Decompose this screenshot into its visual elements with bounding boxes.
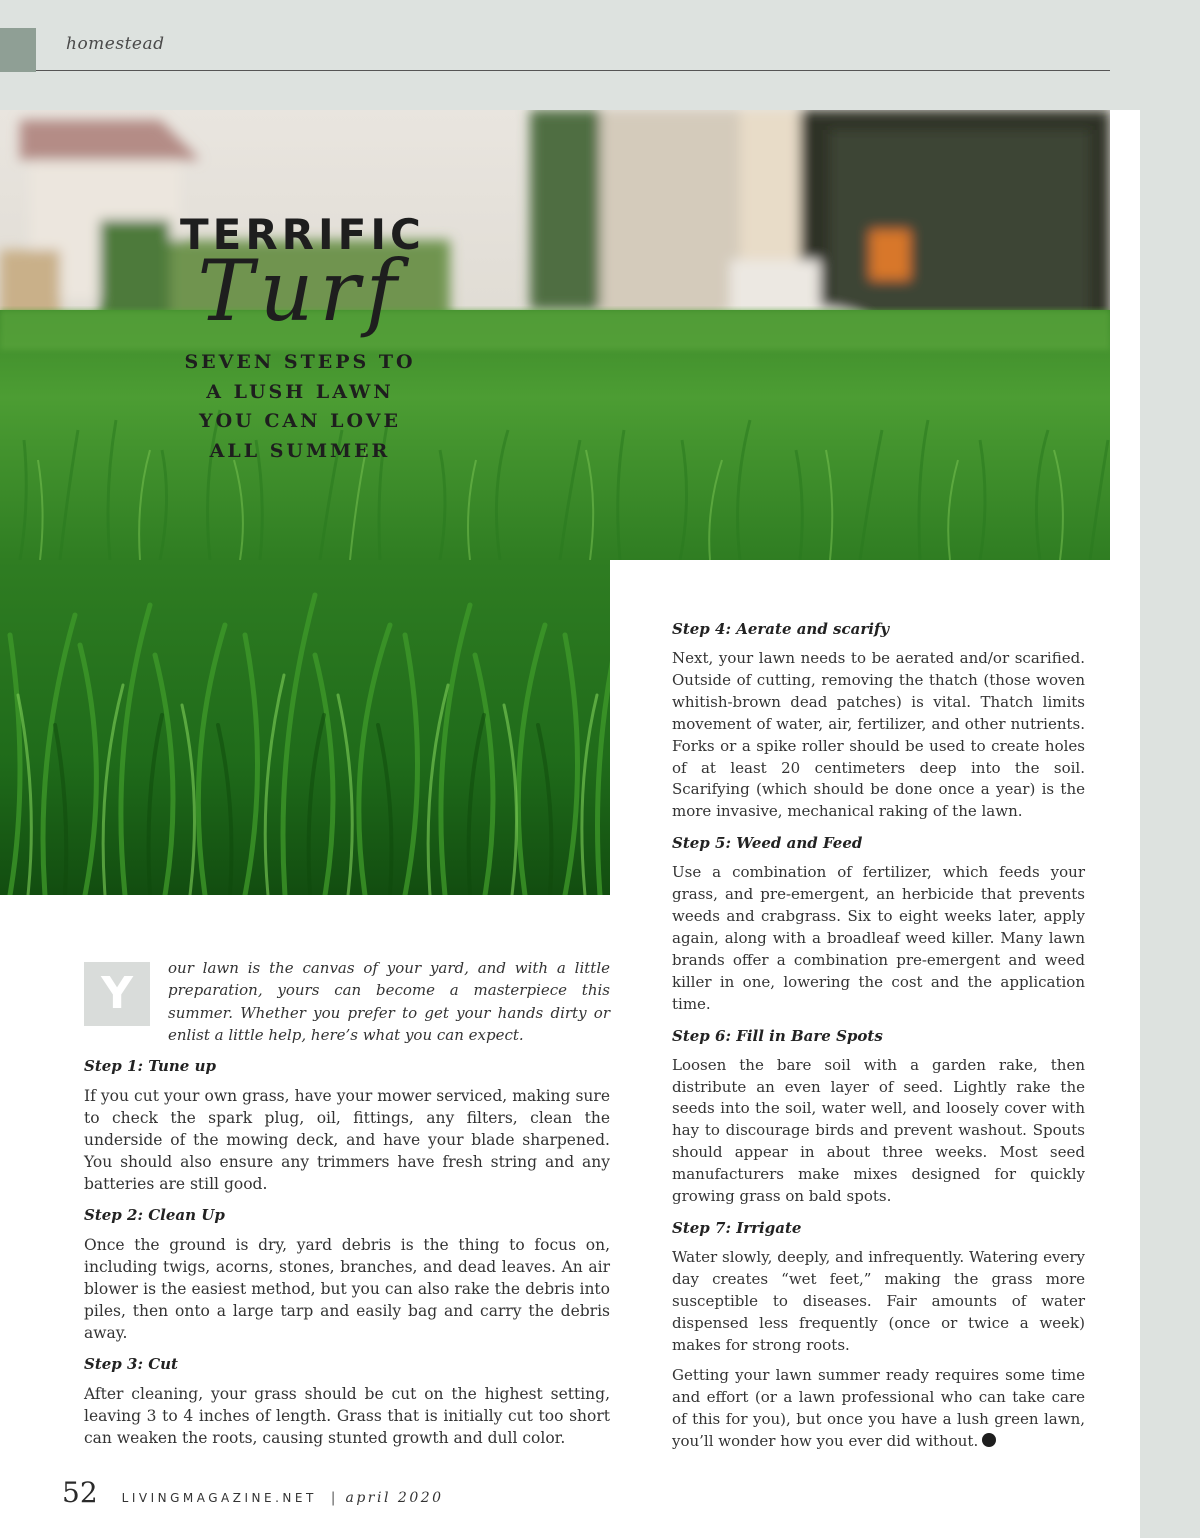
step-title: Step 4: Aerate and scarify [672,620,890,638]
issue-date: april 2020 [345,1490,444,1506]
step-body: Water slowly, deeply, and infrequently. Watering every day creates “wet feet,” making the grass more susceptible to diseases. Fair amounts of water dispensed less frequently (once or twice a week) makes for strong roots. [672,1247,1085,1354]
step-3 [84,1353,610,1449]
headline-top: TERRIFIC [180,210,425,259]
hero-image-lower [0,560,610,895]
drop-cap: Y [84,962,150,1026]
step-body: Use a combination of fertilizer, which feeds your grass, and pre-emergent, an herbicide that prevents weeds and crabgrass. Six to eight weeks later, apply again, along with a broadleaf weed killer. Many lawn brands offer a combination pre-emergent and weed killer in one, lowering the cost and the application time. [672,863,1085,1013]
hero-grass-image [0,110,1110,560]
section-tab [0,28,36,72]
step-body: Next, your lawn needs to be aerated and/or scarified. Outside of cutting, removing the thatch (those woven whitish-brown dead patches) is vital. Thatch limits movement of water, air, fertilizer, and other nutrients. Forks or a spike roller should be used to create holes of at least 20 centimeters deep into the soil. Scarifying (which should be done once a year) is the more invasive, mechanical raking of the lawn. [672,649,1085,821]
step-1 [84,1055,610,1195]
step-2 [84,1204,610,1344]
headline [180,210,425,466]
step-body: Loosen the bare soil with a garden rake, then distribute an even layer of seed. Lightly rake the seeds into the soil, water well, and loosely cover with hay to discourage birds and prevent washout. Spouts should appear in about three weeks. Most seed manufacturers make mixes designed for quickly growing grass on bald spots. [672,1055,1085,1206]
page-footer [62,1476,444,1516]
right-column [672,618,1085,1462]
subheadline-line: ALL SUMMER [209,439,391,462]
site-url: LIVINGMAGAZINE.NET [121,1491,317,1505]
step-title: Step 2: Clean Up [84,1206,225,1224]
page-number: 52 [62,1476,98,1509]
step-title: Step 1: Tune up [84,1057,216,1075]
subheadline [180,348,420,466]
section-label: homestead [66,34,165,54]
header-rule [36,70,1110,71]
step-title: Step 6: Fill in Bare Spots [672,1026,883,1045]
subheadline-line: SEVEN STEPS TO [184,351,416,373]
intro-paragraph: our lawn is the canvas of your yard, and with a little preparation, yours can become a masterpiece this summer. Whether you prefer to get your hands dirty or enlist a little help, here’s what you can expect. [168,959,610,1045]
grass-closeup-image [0,560,610,895]
step-6 [672,1025,1085,1208]
step-body: Once the ground is dry, yard debris is the thing to focus on, including twigs, acorns, stones, branches, and dead leaves. An air blower is the easiest method, but you can also rake the debris into piles, then onto a large tarp and easily bag and carry the debris away. [84,1236,610,1342]
step-7 [672,1217,1085,1357]
step-title: Step 3: Cut [84,1355,178,1373]
left-column [84,1055,610,1458]
subheadline-line: A LUSH LAWN [206,380,394,403]
step-body: After cleaning, your grass should be cut on the highest setting, leaving 3 to 4 inches of length. Grass that is initially cut too short can weaken the roots, causing stunted growth and dull color. [84,1385,610,1447]
hero-image [0,110,1110,560]
closing-paragraph [672,1365,1085,1453]
step-5 [672,832,1085,1015]
footer-separator: | [330,1490,336,1506]
closing-text: Getting your lawn summer ready requires some time and effort (or a lawn professional who can take care of this for you), but once you have a lush green lawn, you’ll wonder how you ever did without. [672,1366,1085,1451]
step-title: Step 7: Irrigate [672,1218,802,1237]
end-mark-icon [982,1433,996,1447]
step-4 [672,618,1085,823]
subheadline-line: YOU CAN LOVE [199,410,401,432]
step-body: If you cut your own grass, have your mower serviced, making sure to check the spark plug, oil, fittings, any filters, clean the underside of the mowing deck, and have your blade sharpened. You should also ensure any trimmers have fresh string and any batteries are still good. [84,1087,610,1193]
step-title: Step 5: Weed and Feed [672,834,863,853]
headline-script: Turf [197,242,403,340]
